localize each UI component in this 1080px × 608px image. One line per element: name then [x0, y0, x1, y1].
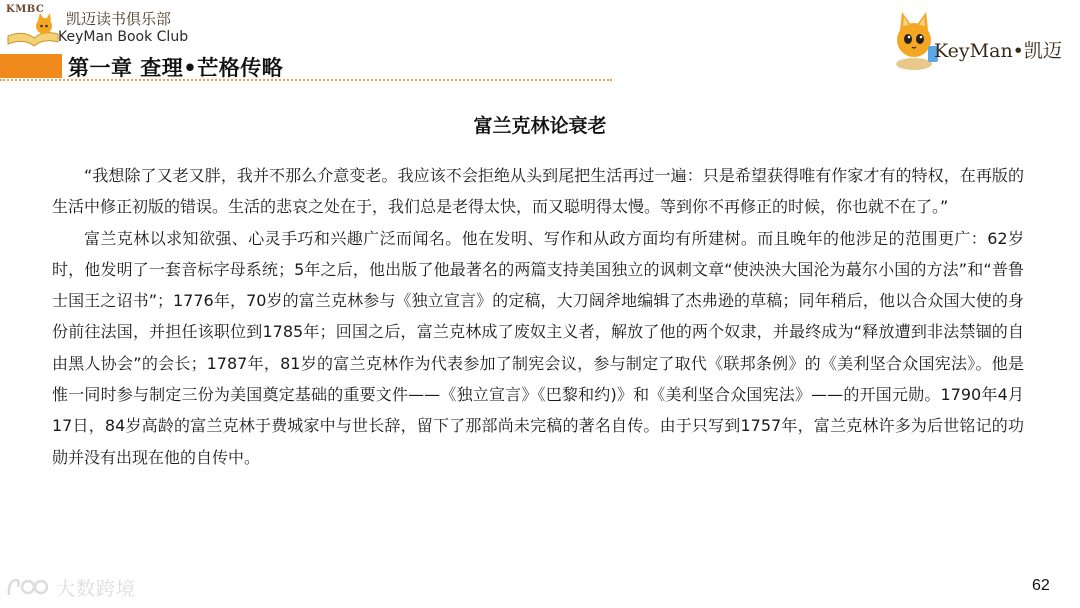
- kmbc-logo-text: KMBC: [6, 4, 45, 15]
- chapter-accent-bar: [0, 54, 62, 78]
- chapter-title: 第一章 查理•芒格传略: [68, 56, 284, 80]
- chapter-divider: [0, 79, 612, 81]
- article-paragraph-quote: “我想除了又老又胖，我并不那么介意变老。我应该不会拒绝从头到尾把生活再过一遍：只是希望获得唯有作家才有的特权，在再版的生活中修正初版的错误。生活的悲哀之处在于，我们总是老得太快，而又聪明得太慢。等到你不再修正的时候，你也就不在了。”: [52, 166, 1024, 217]
- watermark-text: 大数跨境: [56, 577, 137, 600]
- page-number: 62: [1032, 577, 1050, 594]
- article-body: [52, 160, 1024, 473]
- article-title: 富兰克林论衰老: [473, 115, 607, 137]
- book-cat-logo-icon: [4, 4, 60, 50]
- club-name-en: KeyMan Book Club: [58, 29, 189, 45]
- club-name-cn: 凯迈读书俱乐部: [66, 10, 172, 28]
- watermark-logo-icon: [6, 575, 50, 599]
- kmbc-logo: [4, 4, 60, 50]
- keyman-logo: [888, 6, 1068, 76]
- article-paragraph-biography: 富兰克林以求知欲强、心灵手巧和兴趣广泛而闻名。他在发明、写作和从政方面均有所建树。而且晚年的他涉足的范围更广：62岁时，他发明了一套音标字母系统；5年之后，他出版了他最著名的两篇支持美国独立的讽刺文章“使泱泱大国沦为蕞尔小国的方法”和“普鲁士国王之诏书”；1776年，70岁的富兰克林参与《独立宣言》的定稿，大刀阔斧地编辑了杰弗逊的草稿；同年稍后，他以合众国大使的身份前往法国，并担任该职位到1785年；回国之后，富兰克林成了废奴主义者，解放了他的两个奴隶，并最终成为“释放遭到非法禁锢的自由黑人协会”的会长；1787年，81岁的富兰克林作为代表参加了制宪会议，参与制定了取代《联邦条例》的《美利坚合众国宪法》。他是惟一同时参与制定三份为美国奠定基础的重要文件——《独立宣言》《巴黎和约)》和《美利坚合众国宪法》——的开国元勋。1790年4月17日，84岁高龄的富兰克林于费城家中与世长辞，留下了那部尚未完稿的著名自传。由于只写到1757年，富兰克林许多为后世铭记的功勋并没有出现在他的自传中。: [52, 228, 1024, 467]
- watermark: [6, 573, 136, 601]
- keyman-brand-text: KeyMan•凯迈: [934, 40, 1062, 62]
